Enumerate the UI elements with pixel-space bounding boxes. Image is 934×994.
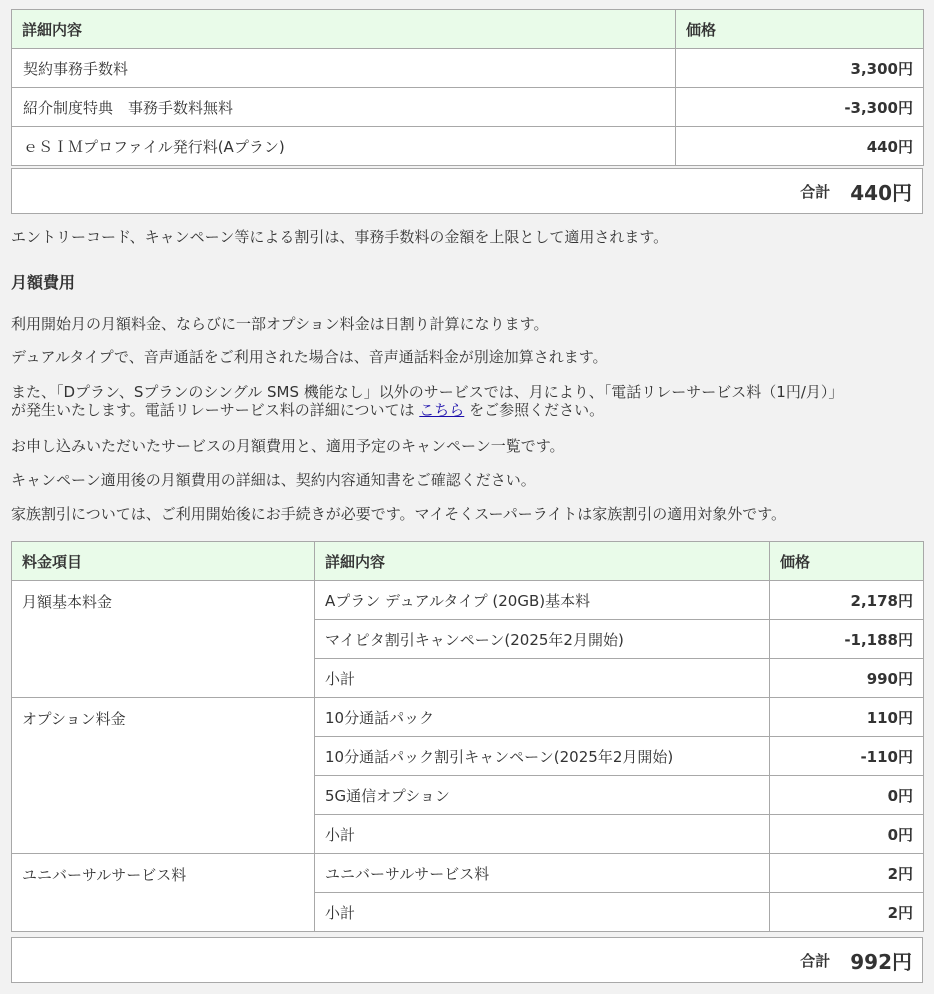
- row-detail: 小計: [315, 815, 770, 854]
- table-header-row: [12, 10, 924, 49]
- monthly-heading: 月額費用: [11, 273, 76, 292]
- header-detail: 詳細内容: [12, 10, 676, 49]
- fee-price: 440円: [676, 127, 924, 166]
- paragraph-daily-rate: 利用開始月の月額料金、ならびに一部オプション料金は日割り計算になります。: [11, 315, 549, 333]
- row-price: 990円: [770, 659, 924, 698]
- monthly-fee-table: [11, 541, 924, 932]
- paragraph-contract-notice: キャンペーン適用後の月額費用の詳細は、契約内容通知書をご確認ください。: [11, 471, 536, 489]
- table-row: [12, 49, 924, 88]
- total-value: 992円: [850, 949, 912, 974]
- fee-price: 3,300円: [676, 49, 924, 88]
- row-price: -1,188円: [770, 620, 924, 659]
- table-row: [12, 88, 924, 127]
- row-detail: 5G通信オプション: [315, 776, 770, 815]
- table-row: [12, 854, 924, 893]
- row-price: 2円: [770, 854, 924, 893]
- row-price: 0円: [770, 776, 924, 815]
- row-price: 2,178円: [770, 581, 924, 620]
- table-header-row: [12, 542, 924, 581]
- relay-line2: が発生いたします。電話リレーサービス料の詳細については: [11, 401, 420, 419]
- row-price: 110円: [770, 698, 924, 737]
- header-price: 価格: [676, 10, 924, 49]
- paragraph-family-discount: 家族割引については、ご利用開始後にお手続きが必要です。マイそくスーパーライトは家族割引の適用対象外です。: [11, 505, 787, 523]
- category-options: オプション料金: [12, 698, 315, 854]
- row-price: 0円: [770, 815, 924, 854]
- initial-fee-table: [11, 9, 924, 166]
- relay-line2-end: をご参照ください。: [464, 401, 605, 419]
- row-detail: 小計: [315, 893, 770, 932]
- row-price: -110円: [770, 737, 924, 776]
- total-label: 合計: [800, 182, 831, 201]
- row-detail: Aプラン デュアルタイプ (20GB)基本料: [315, 581, 770, 620]
- row-price: 2円: [770, 893, 924, 932]
- category-universal: ユニバーサルサービス料: [12, 854, 315, 932]
- total-label: 合計: [800, 951, 831, 970]
- header-detail: 詳細内容: [315, 542, 770, 581]
- paragraph-summary: お申し込みいただいたサービスの月額費用と、適用予定のキャンペーン一覧です。: [11, 437, 565, 455]
- table-row: [12, 127, 924, 166]
- table-row: [12, 698, 924, 737]
- category-basic: 月額基本料金: [12, 581, 315, 698]
- total-value: 440円: [850, 180, 912, 205]
- fee-label: 紹介制度特典 事務手数料無料: [12, 88, 676, 127]
- relay-details-link[interactable]: こちら: [419, 401, 465, 419]
- header-price: 価格: [770, 542, 924, 581]
- paragraph-dual-type: デュアルタイプで、音声通話をご利用された場合は、音声通話料金が別途加算されます。: [11, 348, 608, 366]
- initial-fee-total: [11, 168, 923, 214]
- paragraph-relay-service: [11, 383, 843, 419]
- header-item: 料金項目: [12, 542, 315, 581]
- fee-label: ｅＳＩＭプロファイル発行料(Aプラン): [12, 127, 676, 166]
- monthly-fee-total: [11, 937, 923, 983]
- row-detail: 10分通話パック割引キャンペーン(2025年2月開始): [315, 737, 770, 776]
- fee-price: -3,300円: [676, 88, 924, 127]
- row-detail: ユニバーサルサービス料: [315, 854, 770, 893]
- relay-line1: また、「Dプラン、Sプランのシングル SMS 機能なし」以外のサービスでは、月により、「電話リレーサービス料（1円/月）」: [11, 383, 844, 401]
- discount-note: エントリーコード、キャンペーン等による割引は、事務手数料の金額を上限として適用されます。: [11, 228, 669, 246]
- row-detail: 小計: [315, 659, 770, 698]
- row-detail: マイピタ割引キャンペーン(2025年2月開始): [315, 620, 770, 659]
- fee-label: 契約事務手数料: [12, 49, 676, 88]
- table-row: [12, 581, 924, 620]
- row-detail: 10分通話パック: [315, 698, 770, 737]
